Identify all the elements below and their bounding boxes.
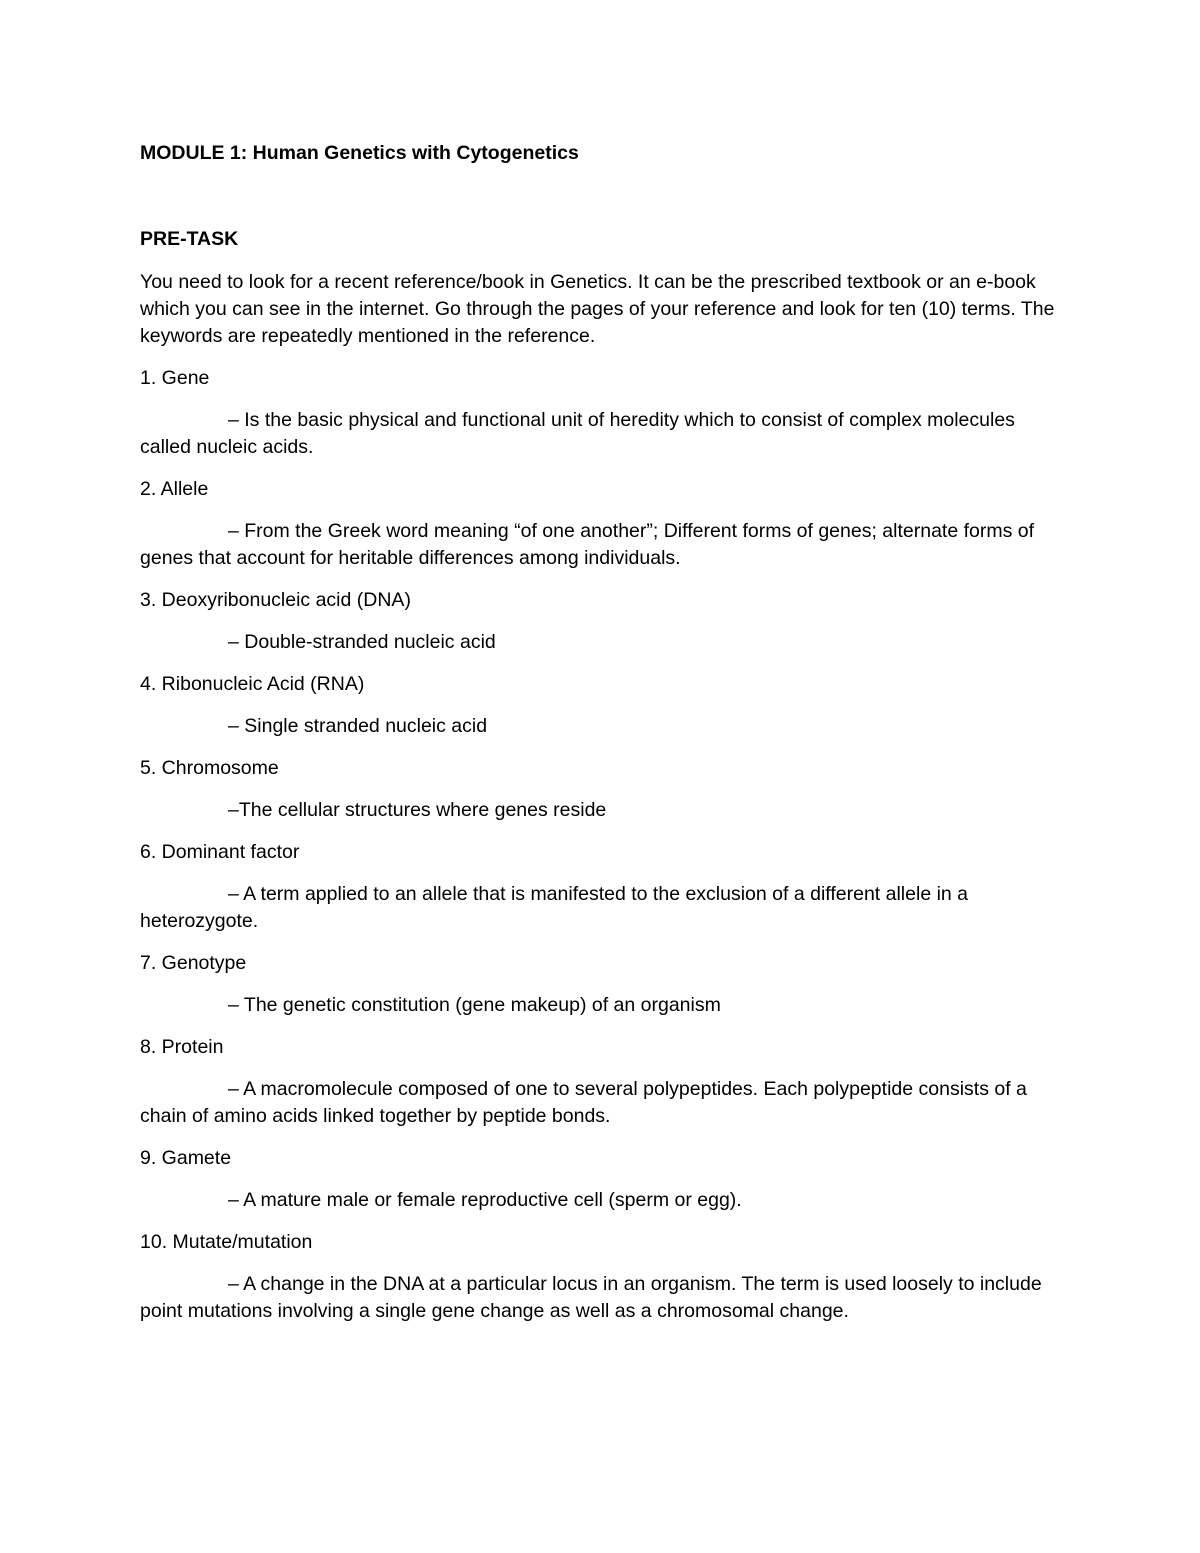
section-title: PRE-TASK bbox=[140, 228, 239, 250]
term-heading: 5. Chromosome bbox=[140, 757, 279, 779]
term-definition: – The genetic constitution (gene makeup) of an organism bbox=[228, 994, 721, 1016]
term-definition: – A change in the DNA at a particular locus in an organism. The term is used loosely to include point mutations involving a single gene change as well as a chromosomal change. bbox=[140, 1273, 1042, 1322]
intro-paragraph: You need to look for a recent reference/book in Genetics. It can be the prescribed textbook or an e-book which you can see in the internet. Go through the pages of your reference and look for ten (10) terms. The keywords are repeatedly mentioned in the reference. bbox=[140, 271, 1055, 347]
term-definition: – Is the basic physical and functional unit of heredity which to consist of complex molecules called nucleic acids. bbox=[140, 409, 1015, 458]
term-definition: – Double-stranded nucleic acid bbox=[228, 631, 496, 653]
term-definition: – A term applied to an allele that is manifested to the exclusion of a different allele in a heterozygote. bbox=[140, 883, 969, 932]
term-heading: 8. Protein bbox=[140, 1036, 224, 1058]
term-heading: 9. Gamete bbox=[140, 1147, 232, 1169]
term-definition: – A mature male or female reproductive cell (sperm or egg). bbox=[228, 1189, 742, 1211]
term-definition: – A macromolecule composed of one to several polypeptides. Each polypeptide consists of a chain of amino acids linked together by peptide bonds. bbox=[140, 1078, 1027, 1127]
term-heading: 10. Mutate/mutation bbox=[140, 1231, 313, 1253]
term-heading: 4. Ribonucleic Acid (RNA) bbox=[140, 673, 365, 695]
module-title: MODULE 1: Human Genetics with Cytogenetics bbox=[140, 142, 579, 164]
term-definition: –The cellular structures where genes reside bbox=[228, 799, 607, 821]
term-definition: – Single stranded nucleic acid bbox=[228, 715, 488, 737]
term-heading: 6. Dominant factor bbox=[140, 841, 300, 863]
term-heading: 1. Gene bbox=[140, 367, 210, 389]
term-heading: 2. Allele bbox=[140, 478, 209, 500]
term-heading: 7. Genotype bbox=[140, 952, 247, 974]
term-heading: 3. Deoxyribonucleic acid (DNA) bbox=[140, 589, 411, 611]
term-definition: – From the Greek word meaning “of one another”; Different forms of genes; alternate forms of genes that account for heritable differences among individuals. bbox=[140, 520, 1035, 569]
document-body bbox=[140, 140, 1060, 1325]
